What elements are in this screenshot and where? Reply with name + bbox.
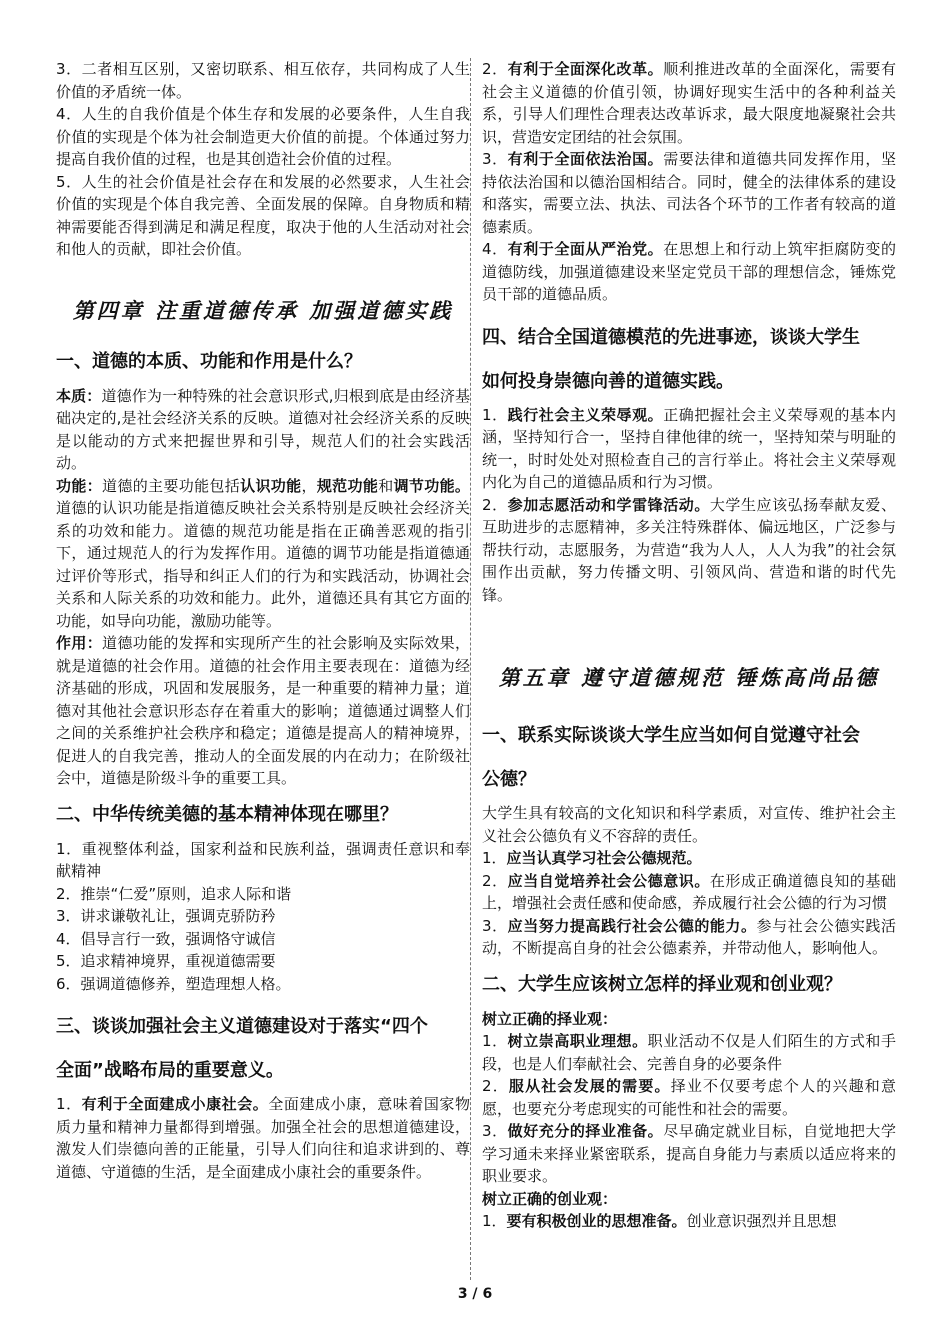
page-number: [0, 1286, 950, 1302]
right-column: [482, 58, 896, 1233]
list-item: 3．讲求谦敬礼让，强调克骄防矜: [56, 907, 276, 925]
item-number: 3．: [482, 150, 508, 168]
list-item: 2．推崇“仁爱”原则，追求人际和谐: [56, 884, 292, 903]
bold-term: 有利于全面建成小康社会。: [81, 1095, 269, 1113]
item-text: 创业意识强烈并且思想: [686, 1212, 837, 1230]
item-text: 在思想上和行动上筑牢拒腐防变的道德防线，加强道德建设来坚定党员干部的理想信念，锤炼党员干部的道德品质。: [482, 240, 896, 303]
text-span: 道德的主要功能包括: [102, 476, 241, 495]
list-item: [482, 1210, 896, 1233]
bold-term: 有利于全面依法治国。: [507, 150, 664, 168]
list-item: [482, 1075, 896, 1120]
list-item: [482, 404, 896, 494]
section-heading: 二、中华传统美德的基本精神体现在哪里？: [56, 803, 398, 825]
function-paragraph: [56, 475, 470, 633]
current-page: 3: [457, 1286, 468, 1302]
bold-term: 应当努力提高践行社会公德的能力。: [507, 916, 757, 935]
function-label: 功能：: [56, 476, 103, 495]
paragraph: 5．人生的社会价值是社会存在和发展的必然要求，人生社会价值的实现是个体自我完善、全面发展的保障。自身物质和精神需要能否得到满足和满足程度，取决于他的人生活动对社会和他人的贡献，即社会价值。: [56, 172, 470, 258]
item-number: 2．: [482, 871, 508, 890]
bold-term: 有利于全面深化改革。: [507, 60, 664, 78]
bold-term: 要有积极创业的思想准备。: [506, 1212, 687, 1230]
item-number: 2．: [482, 495, 508, 514]
essence-text: 道德作为一种特殊的社会意识形式,归根到底是由经济基础决定的,是社会经济关系的反映。道德对社会经济关系的反映是以能动的方式来把握世界和引导，规范人们的社会实践活动。: [56, 386, 470, 472]
list-item: [482, 148, 896, 238]
paragraph: 3．二者相互区别，又密切联系、相互依存，共同构成了人生价值的矛盾统一体。: [56, 60, 470, 101]
item-number: 3．: [482, 1122, 508, 1140]
total-pages: 6: [482, 1286, 493, 1302]
list-item: [482, 870, 896, 915]
list-item: 4．倡导言行一致，强调恪守诚信: [56, 929, 276, 948]
bold-term: 调节功能。: [393, 476, 470, 495]
item-text: 参与社会公德实践活动，不断提高自身的社会公德素养，并带动他人，影响他人。: [482, 916, 896, 957]
bold-term: 树立崇高职业理想。: [507, 1032, 648, 1050]
role-paragraph: [56, 632, 470, 790]
bold-term: 应当自觉培养社会公德意识。: [507, 871, 710, 890]
spacer: [56, 995, 470, 1005]
item-number: 1．: [482, 1032, 508, 1050]
list-item: [482, 1030, 896, 1075]
chapter-4-heading: 第四章 注重道德传承 加强道德实践: [72, 297, 454, 323]
bold-term: 服从社会发展的需要。: [508, 1077, 671, 1095]
function-text: 道德的认识功能是指道德反映社会关系特别是反映社会经济关系的功效和能力。道德的规范功能是指在正确善恶观的指引下，通过规范人的行为发挥作用。道德的调节功能是指道德通过评价等形式，指导和纠正人们的行为和实践活动，协调社会关系和人际关系的功效和能力。此外，道德还具有其它方面的功能，如导向功能，激励功能等。: [56, 499, 470, 630]
text-span: 和: [378, 476, 394, 495]
list-item: 1．重视整体利益，国家利益和民族利益，强调责任意识和奉献精神: [56, 839, 470, 880]
list-item: [482, 238, 896, 306]
paragraph: 大学生具有较高的文化知识和科学素质，对宣传、维护社会主义社会公德负有义不容辞的责任。: [482, 804, 896, 845]
item-number: 1．: [482, 405, 508, 424]
section-heading: 一、道德的本质、功能和作用是什么？: [56, 350, 362, 372]
list-item: [482, 1120, 896, 1188]
section-heading-line-2: 公德？: [482, 769, 536, 790]
section-heading-line-1: 一、联系实际谈谈大学生应当如何自觉遵守社会: [482, 725, 860, 746]
bold-term: 规范功能: [316, 476, 379, 495]
bold-term: 践行社会主义荣辱观。: [507, 405, 664, 424]
list-item: [482, 494, 896, 607]
bold-term: 树立正确的择业观：: [482, 1009, 618, 1028]
item-number: 1．: [482, 1212, 507, 1230]
bold-term: 做好充分的择业准备。: [507, 1122, 664, 1140]
paragraph: 4．人生的自我价值是个体生存和发展的必要条件，人生自我价值的实现是个体为社会制造更大价值的前提。个体通过努力提高自我价值的过程，也是其创造社会价值的过程。: [56, 105, 470, 168]
section-heading-line-2: 全面”战略布局的重要意义。: [56, 1060, 284, 1081]
item-number: 2．: [482, 1077, 509, 1095]
spacer: [482, 306, 896, 316]
item-number: 3．: [482, 916, 508, 935]
item-text: 择业不仅要考虑个人的兴趣和意愿，也要充分考虑现实的可能性和社会的需要。: [482, 1077, 896, 1118]
left-column: [56, 58, 470, 1183]
item-text: 尽早确定就业目标，自觉地把大学学习通未来择业紧密联系，提高自身能力与素质以适应将来的职业要求。: [482, 1122, 896, 1185]
item-text: 顺利推进改革的全面深化，需要有社会主义道德的价值引领，协调好现实生活中的各种利益关系，引导人们理性合理表达改革诉求，最大限度地凝聚社会共识，营造安定团结的社会氛围。: [482, 60, 896, 146]
list-item: [482, 847, 896, 870]
list-item: [56, 1093, 470, 1183]
list-item: [482, 915, 896, 960]
bold-term: 应当认真学习社会公德规范。: [506, 849, 702, 867]
item-text: 职业活动不仅是人们陌生的方式和手段，也是人们奉献社会、完善自身的必要条件: [482, 1032, 896, 1073]
role-text: 道德功能的发挥和实现所产生的社会影响及实际效果，就是道德的社会作用。道德的社会作用主要表现在：道德为经济基础的形成，巩固和发展服务，是一种重要的精神力量；道德对其他社会意识形态存在着重大的影响；道德通过调整人们之间的关系维护社会秩序和稳定；道德是提高人的精神境界，促进人的自我完善，推动人的全面发展的内在动力；在阶级社会中，道德是阶级斗争的重要工具。: [56, 634, 470, 787]
item-text: 正确把握社会主义荣辱观的基本内涵，坚持知行合一，坚持自律他律的统一，坚持知荣与明耻的统一，时时处处对照检查自己的言行举止。将社会主义荣辱观内化为自己的道德品质和行为习惯。: [482, 405, 896, 491]
subsection-label: [482, 1008, 896, 1031]
subsection-label: [482, 1188, 896, 1211]
item-number: 4．: [482, 240, 508, 258]
list-item: 5．追求精神境界，重视道德需要: [56, 952, 276, 970]
list-item: [482, 58, 896, 148]
item-number: 1．: [56, 1095, 82, 1113]
page-separator: /: [467, 1286, 483, 1302]
bold-term: 认识功能: [240, 476, 302, 495]
section-heading-line-2: 如何投身崇德向善的道德实践。: [482, 370, 734, 392]
bold-term: 有利于全面从严治党。: [507, 240, 664, 258]
column-divider: [470, 58, 471, 1280]
essence-paragraph: [56, 385, 470, 475]
list-item: 6．强调道德修养，塑造理想人格。: [56, 974, 291, 993]
bold-term: 参加志愿活动和学雷锋活动。: [507, 495, 710, 514]
section-heading: 二、大学生应该树立怎样的择业观和创业观？: [482, 973, 842, 995]
essence-label: 本质：: [56, 386, 102, 405]
section-heading-line-1: 三、谈谈加强社会主义道德建设对于落实“四个: [56, 1016, 428, 1037]
bold-term: 树立正确的创业观：: [482, 1189, 618, 1208]
item-text: 大学生应该弘扬奉献友爱、互助进步的志愿精神，多关注特殊群体、偏远地区，广泛参与帮扶行动，志愿服务，为营造“我为人人，人人为我”的社会氛围作出贡献，努力传播文明、引领风尚、营造和谐的时代先锋。: [482, 495, 896, 604]
role-label: 作用：: [56, 634, 103, 652]
spacer: [482, 606, 896, 662]
item-number: 1．: [482, 849, 507, 867]
item-number: 2．: [482, 60, 508, 78]
item-text: 在形成正确道德良知的基础上，增强社会责任感和使命感，养成履行社会公德的行为习惯: [482, 871, 896, 912]
section-heading-line-1: 四、结合全国道德模范的先进事迹，谈谈大学生: [482, 326, 860, 348]
text-span: ，: [301, 476, 317, 495]
chapter-5-heading: 第五章 遵守道德规范 锤炼高尚品德: [498, 665, 880, 690]
item-text: 全面建成小康，意味着国家物质力量和精神力量都得到增强。加强全社会的思想道德建设，激发人们崇德向善的正能量，引导人们向往和追求讲到的、尊道德、守道德的生活，是全面建成小康社会的重要条件。: [56, 1095, 470, 1181]
item-text: 需要法律和道德共同发挥作用，坚持依法治国和以德治国相结合。同时，健全的法律体系的建设和落实，需要立法、执法、司法各个环节的工作者有较高的道德素质。: [482, 150, 896, 236]
